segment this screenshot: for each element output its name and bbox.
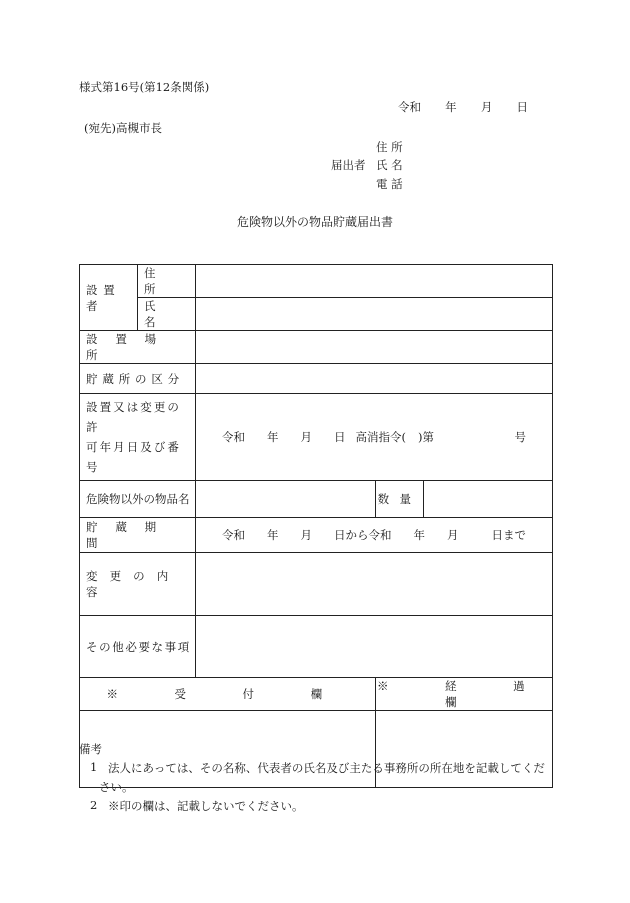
permit-day: 日	[334, 430, 346, 444]
receipt-header-cell	[80, 678, 376, 711]
change-details-field[interactable]	[196, 553, 553, 616]
location-label: 設置場所	[86, 332, 174, 362]
storage-class-field[interactable]	[196, 364, 553, 394]
applicant-name-label: 氏 名	[376, 158, 403, 172]
date-era: 令和	[398, 100, 421, 114]
notes-heading: 備考	[79, 742, 102, 756]
location-field[interactable]	[196, 331, 553, 364]
installer-name-label: 氏名	[144, 299, 171, 329]
period-label-cell	[80, 518, 196, 553]
period-start-day: 日から令和	[334, 528, 392, 542]
installer-address-label-cell	[138, 265, 196, 298]
period-end-day: 日まで	[491, 528, 527, 542]
other-items-field[interactable]	[196, 616, 553, 678]
period-start-month: 月	[300, 528, 312, 542]
permit-number-prefix: )第	[418, 430, 434, 444]
change-details-label-cell	[80, 553, 196, 616]
storage-class-label: 貯蔵所の区分	[86, 371, 184, 386]
period-label: 貯蔵期間	[86, 520, 174, 550]
installer-name-field[interactable]	[196, 298, 553, 331]
location-label-cell	[80, 331, 196, 364]
other-items-label-cell	[80, 616, 196, 678]
other-items-label: その他必要な事項	[86, 639, 191, 654]
note-1-number: 1	[90, 760, 98, 774]
installer-label-cell	[80, 265, 138, 331]
date-day: 日	[516, 100, 528, 114]
item-name-label-cell	[80, 481, 196, 518]
item-name-label: 危険物以外の物品名	[86, 492, 190, 506]
quantity-label-cell	[376, 481, 424, 518]
installer-label: 設置者	[86, 282, 121, 313]
addressee: (宛先)高槻市長	[84, 121, 162, 135]
progress-header: ※ 経 過 欄	[376, 679, 552, 709]
note-1-text: 法人にあっては、その名称、代表者の氏名及び主たる事務所の所在地を記載してくだ	[108, 761, 545, 775]
note-2-number: 2	[90, 798, 98, 812]
storage-class-label-cell	[80, 364, 196, 394]
quantity-field[interactable]	[424, 481, 553, 518]
period-end-year: 年	[413, 528, 425, 542]
permit-office: 高消指令(	[355, 430, 406, 444]
applicant-phone-label: 電 話	[376, 177, 403, 191]
permit-label-line2: 可年月日及び番号	[86, 440, 181, 474]
date-month: 月	[480, 100, 493, 114]
period-value-cell[interactable]	[196, 518, 553, 553]
installer-name-label-cell	[138, 298, 196, 331]
permit-era: 令和	[222, 430, 245, 444]
date-line	[398, 99, 528, 115]
permit-label-cell	[80, 394, 196, 481]
permit-label-line1: 設置又は変更の許	[86, 400, 181, 434]
item-name-field[interactable]	[196, 481, 376, 518]
installer-address-field[interactable]	[196, 265, 553, 298]
form-number: 様式第16号(第12条関係)	[79, 80, 210, 94]
change-details-label: 変更の内容	[86, 569, 181, 599]
applicant-prefix: 届出者	[331, 158, 366, 172]
date-year: 年	[445, 100, 457, 114]
form-table	[79, 264, 553, 788]
quantity-label: 数量	[377, 492, 422, 506]
permit-year: 年	[267, 430, 279, 444]
installer-address-label: 住所	[144, 266, 171, 296]
permit-month: 月	[300, 430, 312, 444]
applicant-address-label: 住 所	[376, 140, 403, 154]
note-2-text: ※印の欄は、記載しないでください。	[108, 799, 304, 813]
permit-value-cell[interactable]	[196, 394, 553, 481]
document-title: 危険物以外の物品貯蔵届出書	[236, 215, 393, 229]
receipt-header: ※ 受 付 欄	[106, 687, 349, 701]
permit-number-suffix: 号	[514, 430, 527, 444]
period-start-era: 令和	[222, 528, 245, 542]
note-1-continuation: さい。	[99, 780, 134, 794]
period-end-month: 月	[447, 528, 459, 542]
progress-header-cell	[376, 678, 553, 711]
period-start-year: 年	[267, 528, 279, 542]
